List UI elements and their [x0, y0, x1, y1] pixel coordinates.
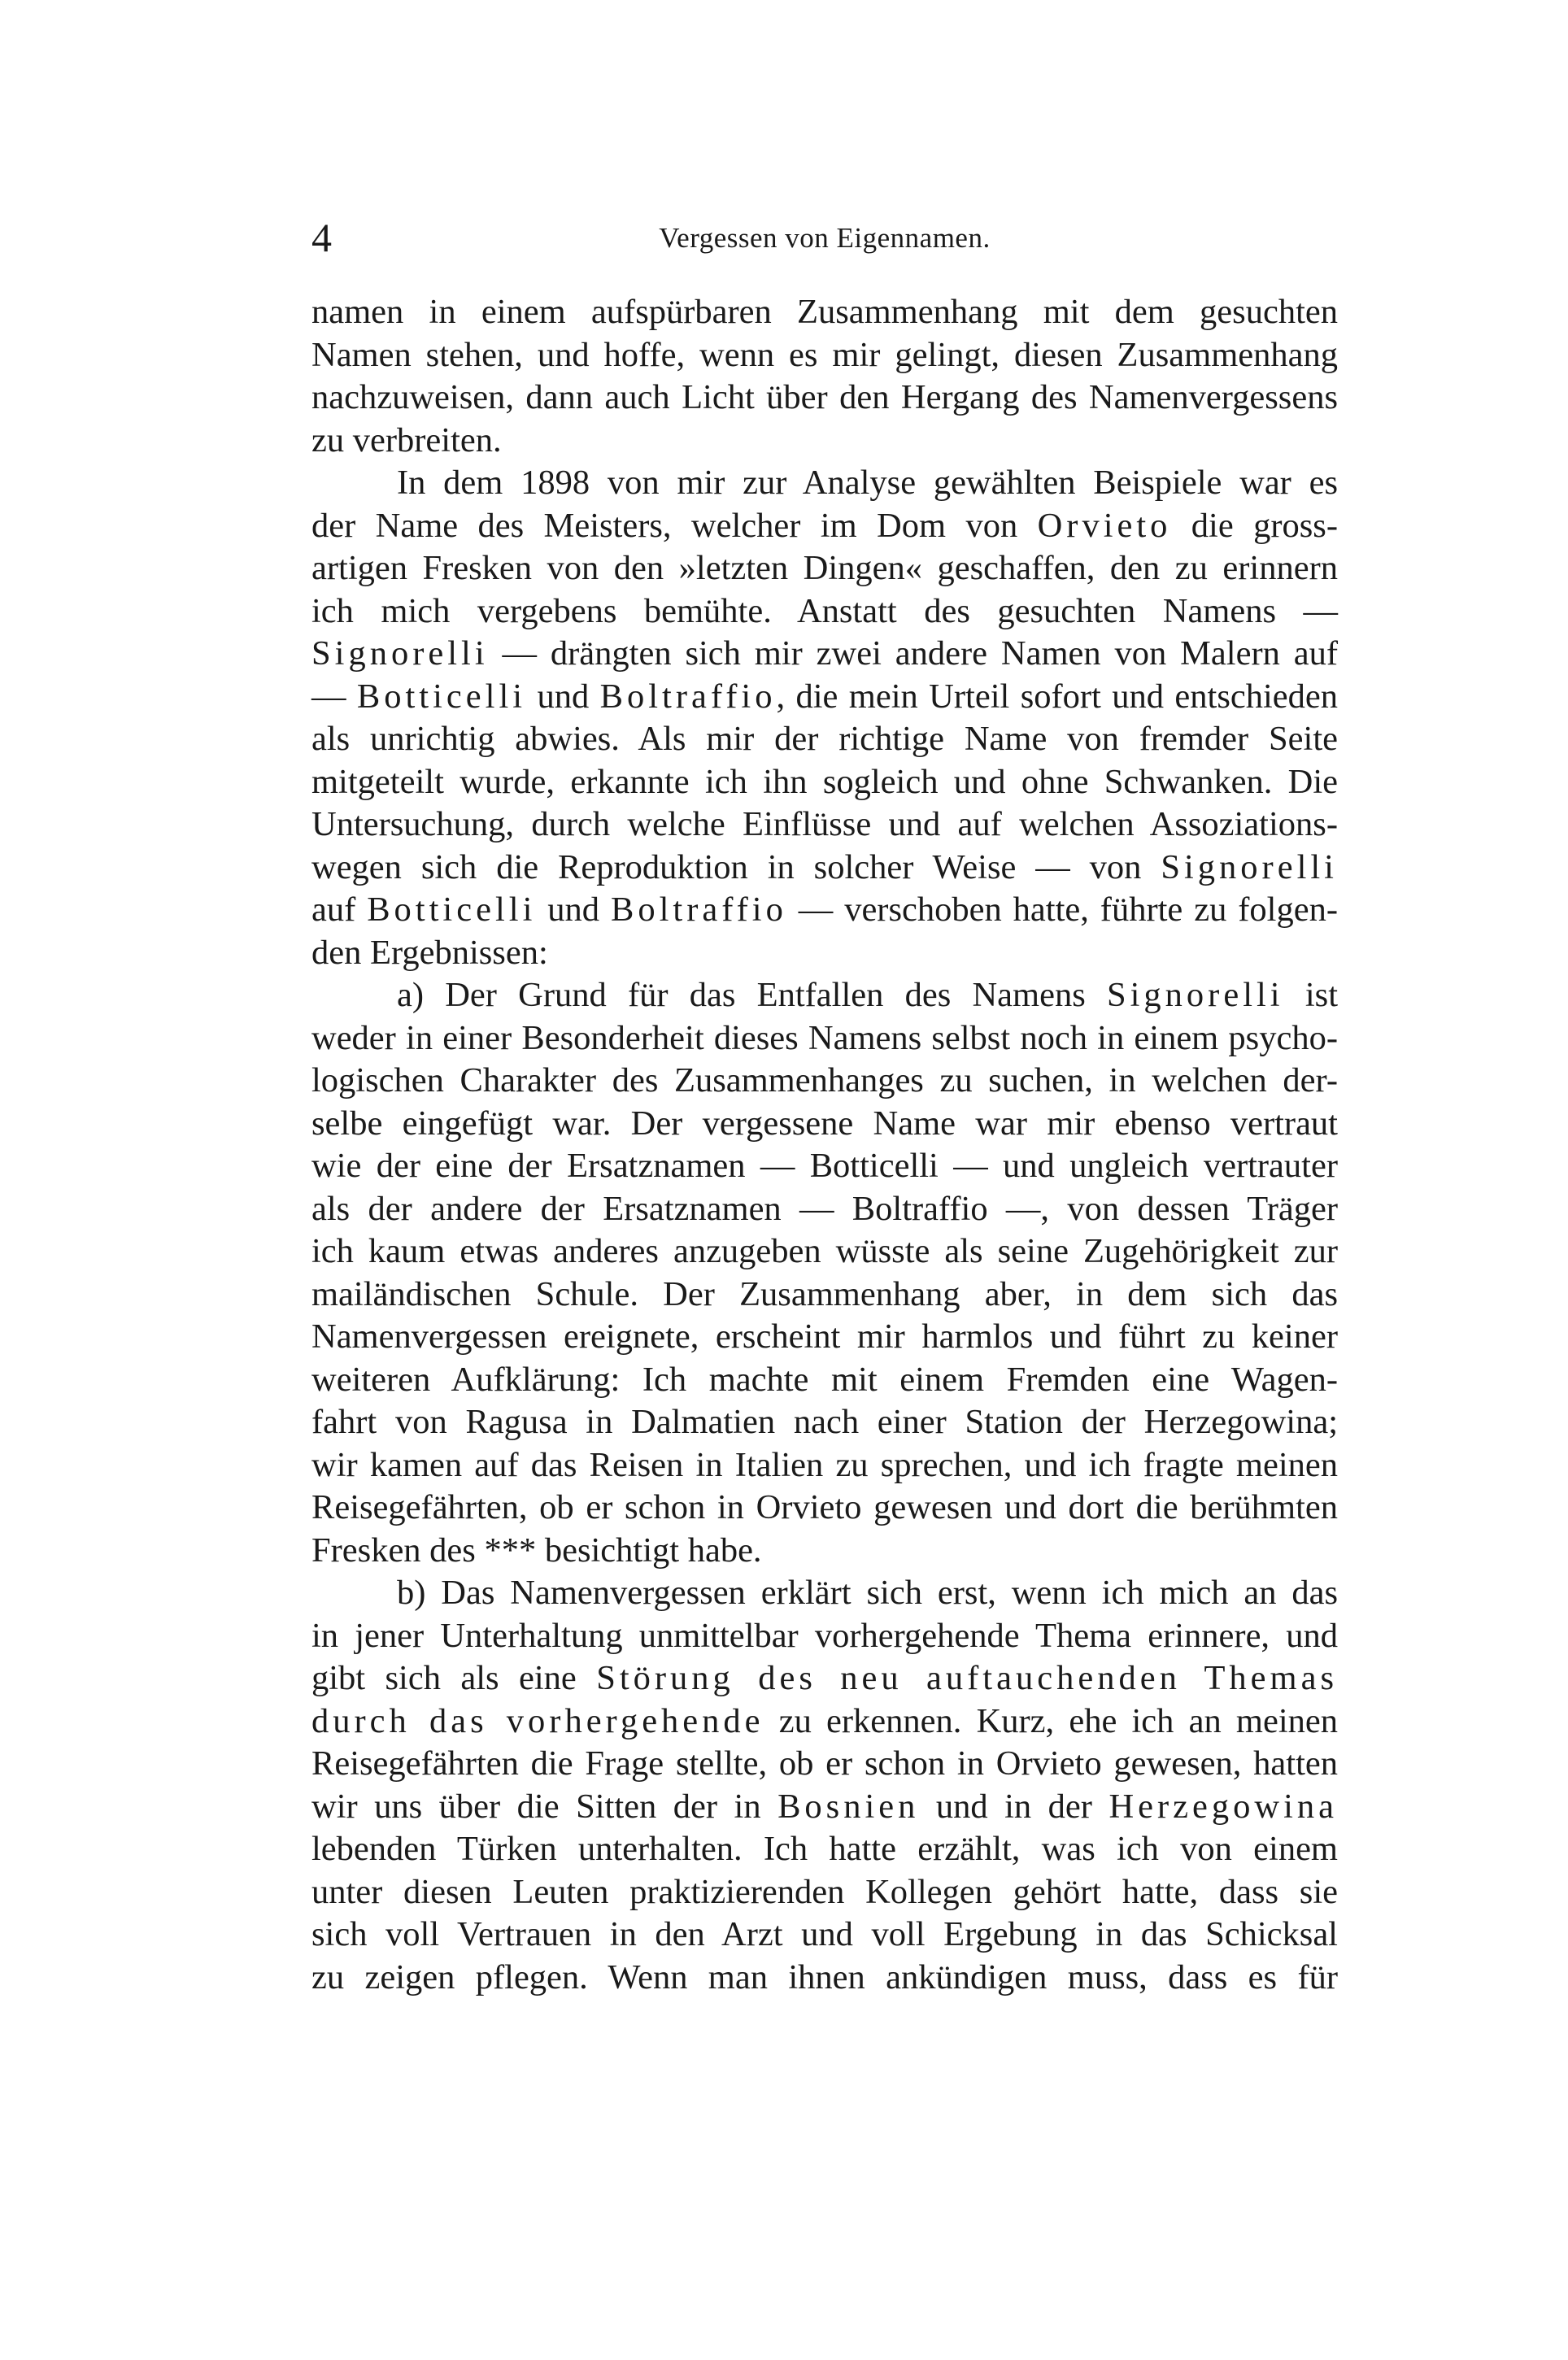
text-line — [311, 847, 1338, 890]
text-line — [311, 1487, 1338, 1530]
text-run: mailändischen Schule. Der Zusammenhang aber, in dem sich das — [311, 1274, 1338, 1313]
text-line — [311, 1657, 1338, 1700]
text-run: lebenden Türken unterhalten. Ich hatte erzählt, was ich von einem — [311, 1830, 1338, 1868]
text-line — [311, 377, 1338, 420]
text-line — [311, 1786, 1338, 1829]
text-run: weiteren Aufklärung: Ich machte mit einem Fremden eine Wagen- — [311, 1360, 1338, 1399]
text-run: — drängten sich mir zwei andere Namen von Malern auf — [488, 634, 1338, 673]
text-run: ich mich vergebens bemühte. Anstatt des gesuchten Namens — — [311, 591, 1338, 630]
spaced-emphasis: Boltraffio — [611, 890, 787, 929]
text-line — [311, 1530, 1338, 1573]
text-run: , die mein Urteil sofort und entschieden — [776, 677, 1339, 716]
text-line — [311, 1871, 1338, 1914]
text-run: Reisegefährten, ob er schon in Orvieto gewesen und dort die berühmten — [311, 1488, 1338, 1526]
spaced-emphasis: Signorelli — [1161, 847, 1338, 886]
spaced-emphasis: durch das vorhergehende — [311, 1701, 764, 1740]
text-line — [311, 1103, 1338, 1146]
text-line — [311, 633, 1338, 676]
text-run: wegen sich die Reproduktion in solcher Weise — von — [311, 847, 1161, 886]
text-run: selbe eingefügt war. Der vergessene Name war mir ebenso vertraut — [311, 1104, 1338, 1143]
text-line — [311, 1145, 1338, 1188]
text-run: gibt sich als eine — [311, 1659, 597, 1697]
text-run: den Ergebnissen: — [311, 933, 548, 972]
text-run: sich voll Vertrauen in den Arzt und voll Ergebung in das Schicksal — [311, 1915, 1338, 1953]
text-line — [311, 420, 1338, 463]
text-run: b) Das Namenvergessen erklärt sich erst, wenn ich mich an das — [397, 1574, 1338, 1612]
spaced-emphasis: Boltraffio — [599, 677, 777, 716]
spaced-emphasis: Herzegowina — [1108, 1787, 1338, 1826]
text-run: wir uns über die Sitten der in — [311, 1787, 778, 1826]
text-run: — verschoben hatte, führte zu folgen- — [786, 890, 1338, 929]
text-line — [311, 462, 1338, 505]
text-run: In dem 1898 von mir zur Analyse gewählten Beispiele war es — [397, 464, 1338, 502]
text-run: mitgeteilt wurde, erkannte ich ihn sogleich und ohne Schwanken. Die — [311, 762, 1338, 801]
text-run: als der andere der Ersatznamen — Boltraffio —, von dessen Träger — [311, 1189, 1338, 1228]
text-run: ist — [1283, 976, 1339, 1014]
page-number: 4 — [311, 215, 332, 260]
text-run: Untersuchung, durch welche Einflüsse und auf welchen Assoziations- — [311, 805, 1338, 843]
text-line — [311, 1572, 1338, 1615]
text-line — [311, 1060, 1338, 1103]
text-line — [311, 1828, 1338, 1871]
text-run: wir kamen auf das Reisen in Italien zu sprechen, und ich fragte meinen — [311, 1445, 1338, 1484]
spaced-emphasis: Störung des neu auftauchenden Themas — [596, 1659, 1338, 1697]
spaced-emphasis: Botticelli — [356, 677, 527, 716]
text-line — [311, 1957, 1338, 2000]
text-run: Namen stehen, und hoffe, wenn es mir gelingt, diesen Zusammenhang — [311, 335, 1338, 374]
text-run: und in der — [919, 1787, 1109, 1826]
spaced-emphasis: Signorelli — [1106, 976, 1284, 1014]
text-run: wie der eine der Ersatznamen — Botticelli — und ungleich vertrauter — [311, 1147, 1338, 1185]
text-line — [311, 974, 1338, 1017]
text-line — [311, 803, 1338, 847]
text-line — [311, 505, 1338, 548]
text-run: fahrt von Ragusa in Dalmatien nach einer Station der Herzegowina; — [311, 1403, 1338, 1441]
text-run: zu erkennen. Kurz, ehe ich an meinen — [764, 1701, 1338, 1740]
text-run: die gross- — [1171, 506, 1338, 545]
text-run: Fresken des *** besichtigt habe. — [311, 1531, 762, 1570]
text-run: nachzuweisen, dann auch Licht über den Hergang des Namenvergessens — [311, 378, 1338, 416]
spaced-emphasis: Signorelli — [311, 634, 489, 673]
text-line — [311, 1274, 1338, 1317]
text-run: ich kaum etwas anderes anzugeben wüsste als seine Zugehörigkeit zur — [311, 1232, 1338, 1270]
text-line — [311, 547, 1338, 590]
text-line — [311, 1444, 1338, 1487]
text-run: a) Der Grund für das Entfallen des Namens — [397, 976, 1107, 1014]
text-run: — — [311, 677, 357, 716]
text-run: logischen Charakter des Zusammenhanges zu suchen, in welchen der- — [311, 1061, 1338, 1099]
running-title: Vergessen von Eigennamen. — [659, 222, 991, 254]
text-run: zu zeigen pflegen. Wenn man ihnen ankündigen muss, dass es für — [311, 1957, 1338, 1996]
text-run: als unrichtig abwies. Als mir der richtige Name von fremder Seite — [311, 720, 1338, 758]
text-line — [311, 1743, 1338, 1786]
text-line — [311, 1316, 1338, 1359]
text-line — [311, 1401, 1338, 1444]
text-run: auf — [311, 890, 368, 929]
page-header — [311, 213, 1338, 262]
text-run: der Name des Meisters, welcher im Dom von — [311, 506, 1038, 545]
text-line — [311, 1914, 1338, 1957]
text-run: und — [526, 677, 600, 716]
text-line — [311, 1359, 1338, 1402]
text-line — [311, 1230, 1338, 1274]
spaced-emphasis: Botticelli — [367, 890, 537, 929]
text-run: und — [536, 890, 611, 929]
text-line — [311, 1017, 1338, 1060]
text-line — [311, 1188, 1338, 1231]
text-line — [311, 334, 1338, 377]
text-run: Reisegefährten die Frage stellte, ob er schon in Orvieto gewesen, hatten — [311, 1744, 1338, 1783]
text-run: Namenvergessen ereignete, erscheint mir harmlos und führt zu keiner — [311, 1317, 1338, 1356]
text-line — [311, 590, 1338, 634]
text-run: namen in einem aufspürbaren Zusammenhang mit dem gesuchten — [311, 293, 1338, 331]
text-line — [311, 676, 1338, 719]
text-line — [311, 889, 1338, 932]
text-run: zu verbreiten. — [311, 420, 502, 459]
text-line — [311, 718, 1338, 761]
text-line — [311, 932, 1338, 975]
text-run: unter diesen Leuten praktizierenden Kollegen gehört hatte, dass sie — [311, 1872, 1338, 1911]
text-line — [311, 291, 1338, 334]
text-line — [311, 1700, 1338, 1744]
text-run: artigen Fresken von den »letzten Dingen« geschaffen, den zu erinnern — [311, 549, 1338, 587]
spaced-emphasis: Bosnien — [777, 1787, 920, 1826]
text-line — [311, 761, 1338, 804]
text-line — [311, 1615, 1338, 1658]
text-run: in jener Unterhaltung unmittelbar vorhergehende Thema erinnere, und — [311, 1616, 1338, 1655]
spaced-emphasis: Orvieto — [1037, 506, 1172, 545]
text-run: weder in einer Besonderheit dieses Namens selbst noch in einem psycho- — [311, 1018, 1338, 1057]
body-text — [311, 291, 1338, 1999]
